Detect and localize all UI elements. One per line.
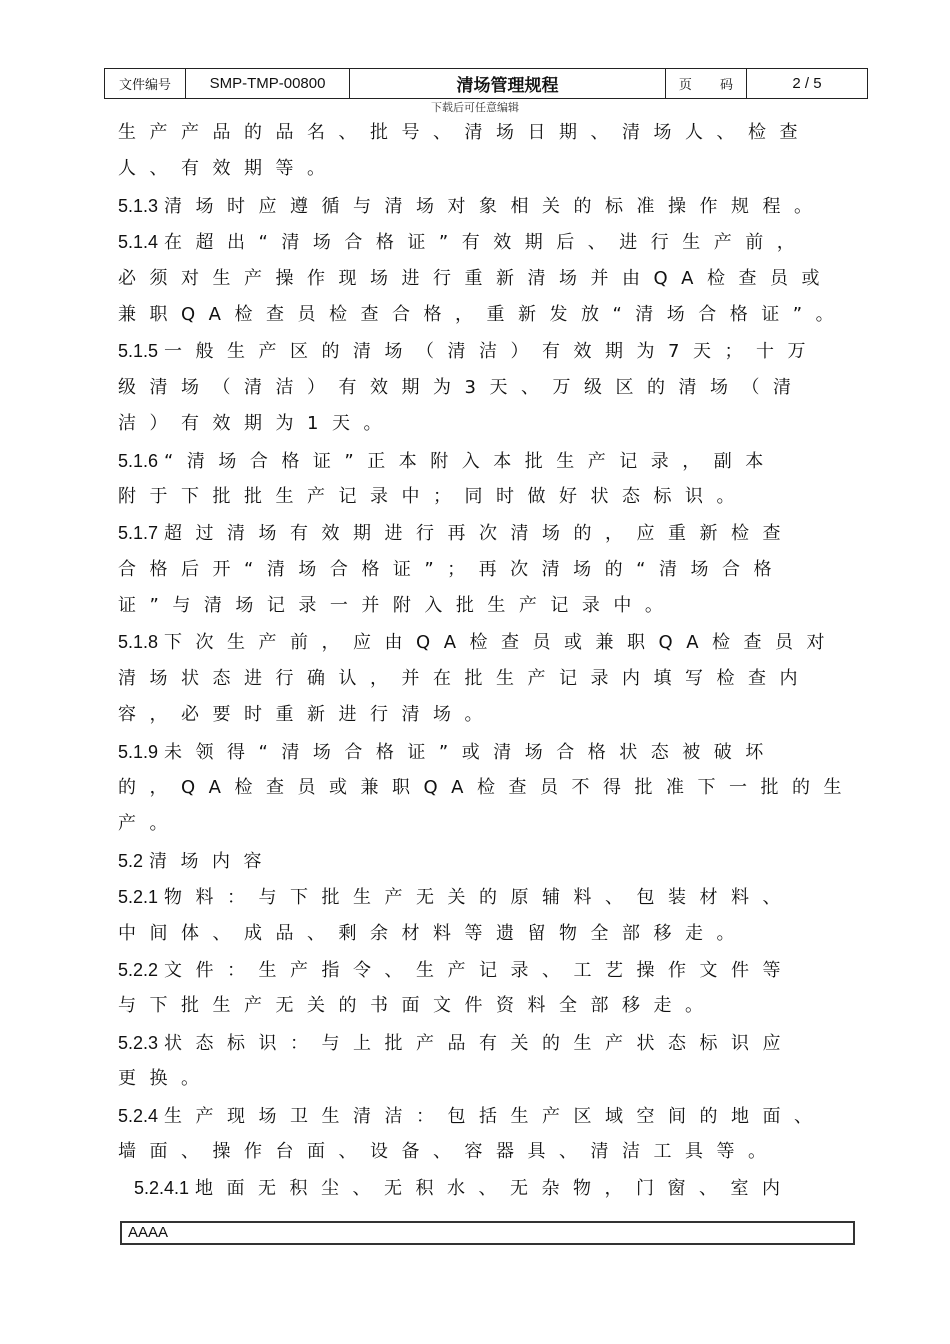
body-line [118,115,878,151]
body-line [118,988,878,1024]
body-line [118,1134,878,1170]
body-line [118,151,878,187]
line-text: 墙面、操作台面、设备、容器具、清洁工具等。 [118,1140,780,1162]
clause-number: 5.1.5 [118,341,159,362]
edit-note: 下载后可任意编辑 [431,101,519,114]
clause-number: 5.1.3 [118,195,159,216]
line-text: 附于下批批生产记录中；同时做好状态标识。 [118,485,748,507]
line-text: 与下批生产无关的书面文件资料全部移走。 [118,995,717,1017]
body-line [118,261,878,297]
line-text: 未领得“清场合格证”或清场合格状态被破坏 [164,741,777,763]
body-line [118,406,878,442]
line-text: 清场状态进行确认，并在批生产记录内填写检查内 [118,667,811,689]
body-line [118,879,878,915]
clause-number: 5.2 [118,850,144,871]
body-line [118,770,878,806]
line-text: 证”与清场记录一并附入批生产记录中。 [118,595,677,617]
body-line [118,1025,878,1061]
clause-number: 5.2.3 [118,1032,159,1053]
doc-title: 清场管理规程 [350,69,666,98]
clause-number: 5.2.4 [118,1105,159,1126]
body-line [118,479,878,515]
body-line [118,916,878,952]
clause-number: 5.1.8 [118,632,159,653]
body-line [118,297,878,333]
body-line [118,1061,878,1097]
line-text: 合格后开“清场合格证”；再次清场的“清场合格 [118,558,785,580]
body-line [118,515,878,551]
document-body [118,115,878,1207]
line-text: 在超出“清场合格证”有效期后、进行生产前， [164,232,809,254]
line-text: 文件：生产指令、生产记录、工艺操作文件等 [164,959,795,981]
page-label: 页 码 [666,69,747,98]
body-line [118,661,878,697]
line-text: 生产现场卫生清洁：包括生产区域空间的地面、 [164,1105,826,1127]
body-line [118,370,878,406]
line-text: 清场时应遵循与清场对象相关的标准操作规程。 [164,195,826,217]
body-line [118,552,878,588]
page-number: 2 / 5 [792,75,822,92]
footer-box: AAAA [120,1221,855,1245]
body-line [118,806,878,842]
line-text: 必须对生产操作现场进行重新清场并由QA检查员或 [118,267,833,289]
line-text: 中间体、成品、剩余材料等遗留物全部移走。 [118,922,748,944]
clause-number: 5.1.6 [118,450,159,471]
body-line [118,1170,878,1206]
line-text: 的，QA检查员或兼职QA检查员不得批准下一批的生 [118,777,855,799]
clause-number: 5.2.1 [118,887,159,908]
line-text: 洁）有效期为1天。 [118,413,395,435]
body-line [118,188,878,224]
clause-number: 5.1.9 [118,741,159,762]
line-text: 地面无积尘、无积水、无杂物，门窗、室内 [195,1178,794,1200]
body-line [118,952,878,988]
body-line [118,624,878,660]
line-text: 人、有效期等。 [118,158,339,180]
line-text: 下次生产前，应由QA检查员或兼职QA检查员对 [164,632,839,654]
body-line [118,333,878,369]
body-line [118,843,878,879]
body-line [118,443,878,479]
doc-number-label: 文件编号 [105,69,186,98]
line-text: 清场内容 [149,850,276,872]
line-text: 超过清场有效期进行再次清场的，应重新检查 [164,523,795,545]
line-text: 物料：与下批生产无关的原辅料、包装材料、 [164,887,795,909]
clause-number: 5.2.4.1 [134,1178,190,1199]
body-line [118,734,878,770]
line-text: 兼职QA检查员检查合格，重新发放“清场合格证”。 [118,303,848,325]
body-line [118,588,878,624]
clause-number: 5.1.7 [118,523,159,544]
line-text: “清场合格证”正本附入本批生产记录，副本 [164,450,777,472]
line-text: 状态标识：与上批产品有关的生产状态标识应 [164,1032,795,1054]
line-text: 一般生产区的清场（清洁）有效期为7天；十万 [164,341,819,363]
line-text: 容，必要时重新进行清场。 [118,704,496,726]
body-line [118,697,878,733]
body-line [118,224,878,260]
doc-number: SMP-TMP-00800 [186,69,350,98]
clause-number: 5.1.4 [118,232,159,253]
line-text: 产。 [118,813,181,835]
line-text: 生产产品的品名、批号、清场日期、清场人、检查 [118,122,811,143]
clause-number: 5.2.2 [118,959,159,980]
line-text: 更换。 [118,1068,213,1090]
body-line [118,1098,878,1134]
line-text: 级清场（清洁）有效期为3天、万级区的清场（清 [118,376,805,398]
header-table [104,68,868,99]
